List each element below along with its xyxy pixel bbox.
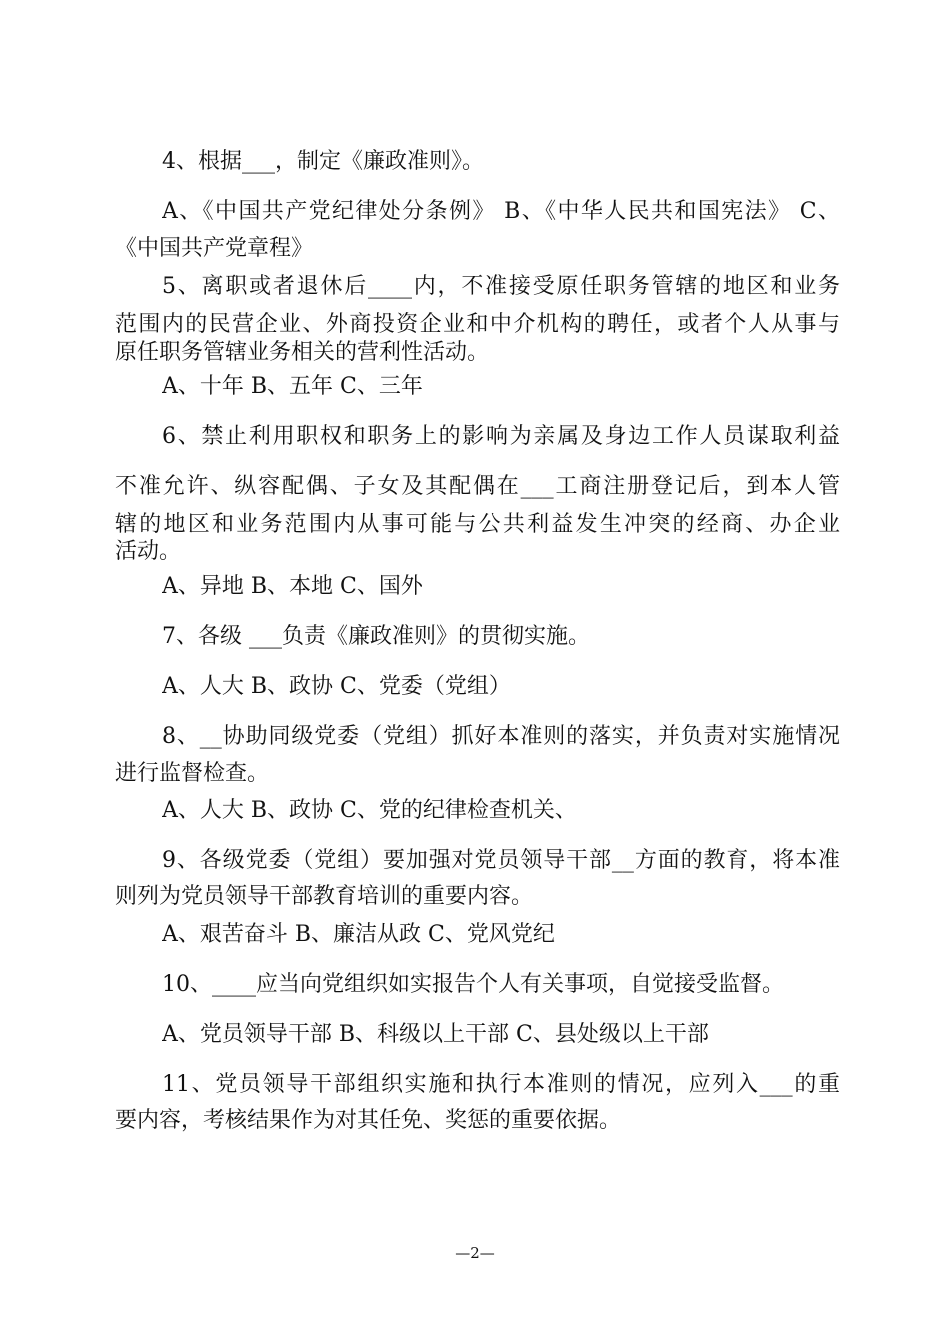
question-6-continued: 不准允许、纵容配偶、子女及其配偶在___工商注册登记后，到本人管 <box>115 474 840 499</box>
question-7-options: A、人大 B、政协 C、党委（党组） <box>162 674 511 699</box>
question-5-options: A、十年 B、五年 C、三年 <box>162 374 423 399</box>
question-5-continued: 范围内的民营企业、外商投资企业和中介机构的聘任，或者个人从事与 <box>115 312 840 337</box>
question-10-options: A、党员领导干部 B、科级以上干部 C、县处级以上干部 <box>162 1022 709 1047</box>
question-4-options: A、《中国共产党纪律处分条例》 B、《中华人民共和国宪法》 C、 <box>162 199 840 224</box>
page-number: —2— <box>455 1244 495 1262</box>
question-8: 8、__协助同级党委（党组）抓好本准则的落实，并负责对实施情况 <box>162 724 840 749</box>
question-8-continued: 进行监督检查。 <box>115 761 270 786</box>
question-8-options: A、人大 B、政协 C、党的纪律检查机关、 <box>162 798 577 823</box>
question-4: 4、根据___，制定《廉政准则》。 <box>162 149 484 174</box>
question-9-options: A、艰苦奋斗 B、廉洁从政 C、党风党纪 <box>162 922 555 947</box>
question-5: 5、离职或者退休后____内，不准接受原任职务管辖的地区和业务 <box>162 274 840 299</box>
question-11-continued: 要内容，考核结果作为对其任免、奖惩的重要依据。 <box>115 1108 622 1133</box>
question-9-continued: 则列为党员领导干部教育培训的重要内容。 <box>115 884 534 909</box>
question-6-options: A、异地 B、本地 C、国外 <box>162 574 423 599</box>
question-6: 6、禁止利用职权和职务上的影响为亲属及身边工作人员谋取利益 <box>162 424 840 449</box>
question-6-continued: 辖的地区和业务范围内从事可能与公共利益发生冲突的经商、办企业 <box>115 512 840 537</box>
question-7: 7、各级 ___负责《廉政准则》的贯彻实施。 <box>162 624 590 649</box>
question-10: 10、____应当向党组织如实报告个人有关事项，自觉接受监督。 <box>162 972 784 997</box>
question-9: 9、各级党委（党组）要加强对党员领导干部__方面的教育，将本准 <box>162 848 840 873</box>
question-6-continued: 活动。 <box>115 539 182 564</box>
question-4-options-continued: 《中国共产党章程》 <box>115 236 314 261</box>
question-5-continued: 原任职务管辖业务相关的营利性活动。 <box>115 340 490 365</box>
question-11: 11、党员领导干部组织实施和执行本准则的情况，应列入___的重 <box>162 1072 840 1097</box>
